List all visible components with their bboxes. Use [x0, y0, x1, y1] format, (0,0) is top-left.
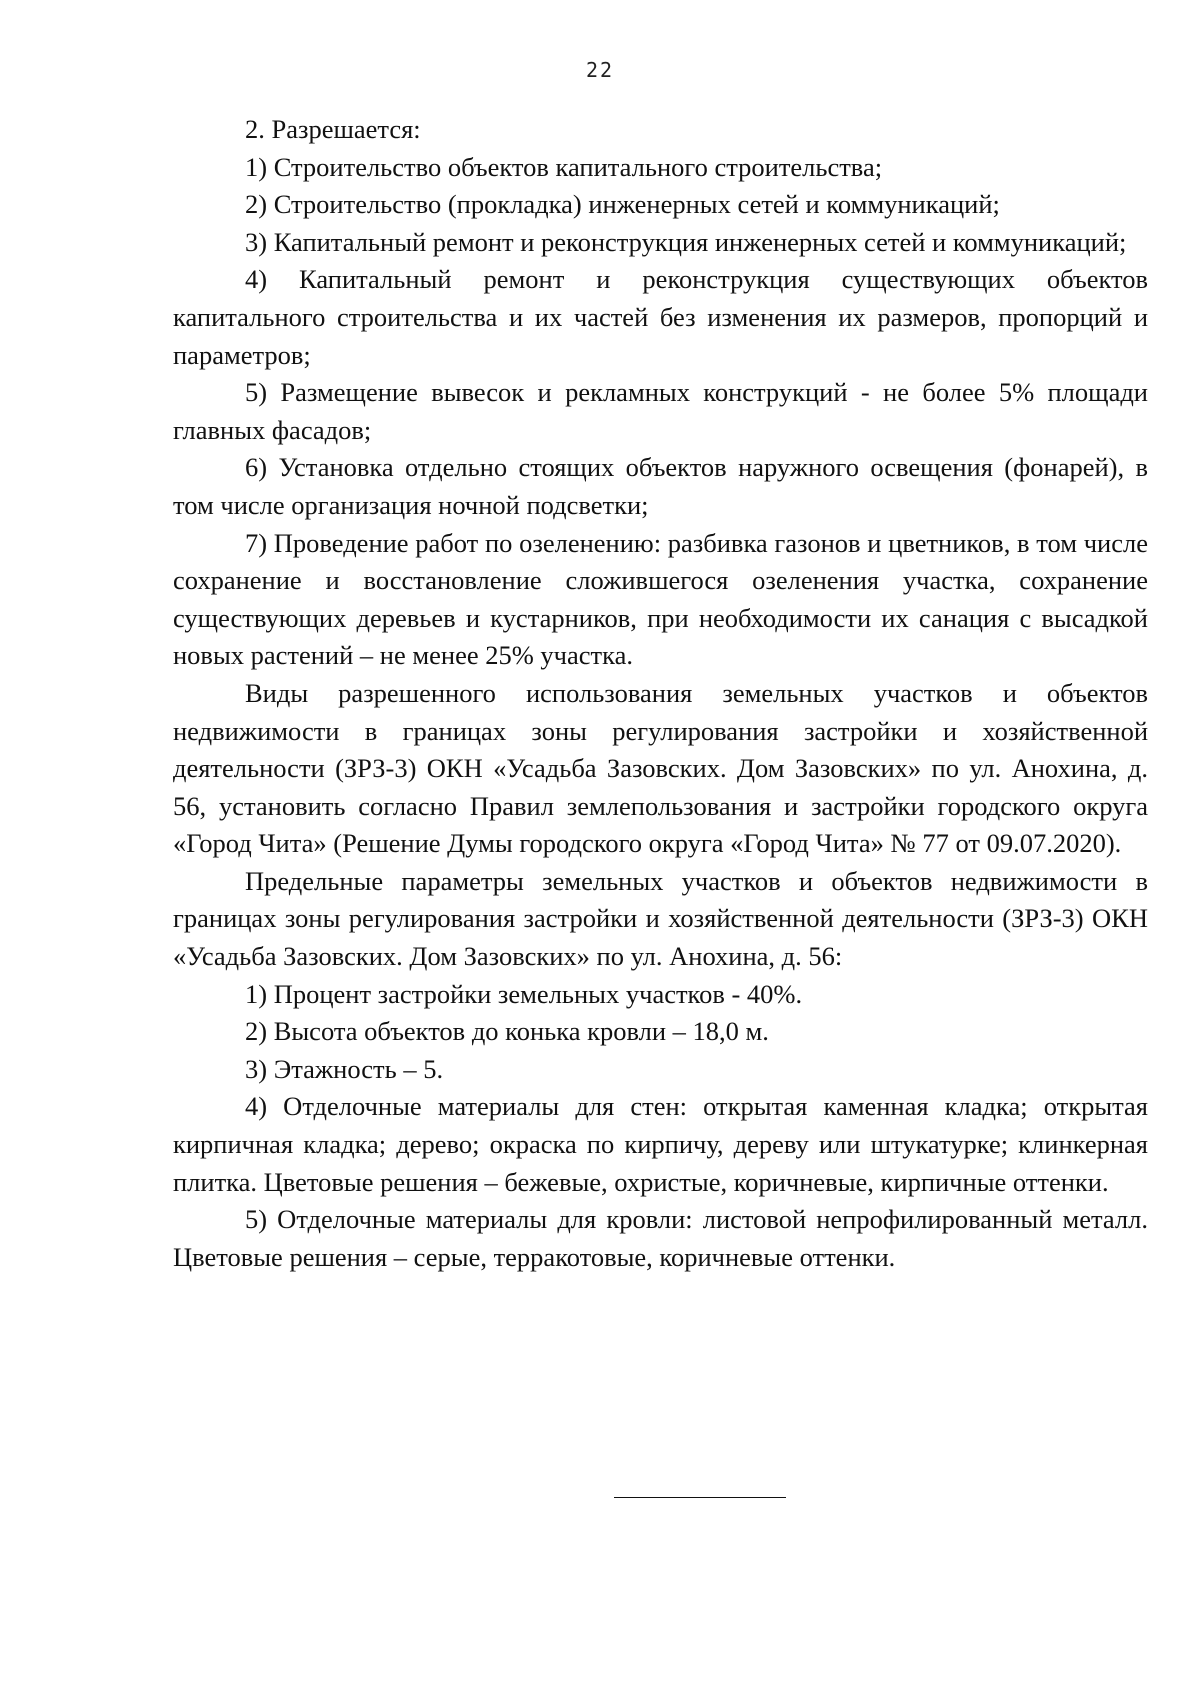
list-item: 4) Капитальный ремонт и реконструкция существующих объектов капитального строительства и их частей без изменения их размеров, пропорций и параметров;: [173, 264, 1148, 370]
list-item: 3) Этажность – 5.: [245, 1053, 444, 1084]
list-item: 5) Отделочные материалы для кровли: листовой непрофилированный металл. Цветовые решения – серые, терракотовые, коричневые оттенки.: [173, 1204, 1148, 1272]
list-item: 5) Размещение вывесок и рекламных конструкций - не более 5% площади главных фасадов;: [173, 377, 1148, 445]
list-item: 1) Строительство объектов капитального строительства;: [245, 151, 883, 182]
list-item: 3) Капитальный ремонт и реконструкция инженерных сетей и коммуникаций;: [245, 226, 1127, 257]
paragraph-permitted-use: Виды разрешенного использования земельных участков и объектов недвижимости в границах зоны регулирования застройки и хозяйственной деятельности (ЗРЗ-3) ОКН «Усадьба Зазовских. Дом Зазовских» по ул. Анохина, д. 56, установить согласно Правил землепользования и застройки городского округа «Город Чита» (Решение Думы городского округа «Город Чита» № 77 от 09.07.2020).: [173, 677, 1148, 859]
list-item: 2) Строительство (прокладка) инженерных сетей и коммуникаций;: [245, 189, 1000, 220]
paragraph-permitted-heading: 2. Разрешается:: [245, 114, 421, 144]
end-divider-line: [614, 1497, 786, 1498]
list-item: 7) Проведение работ по озеленению: разбивка газонов и цветников, в том числе сохранение и восстановление сложившегося озеленения участка, сохранение существующих деревьев и кустарников, при необходимости их санация с высадкой новых растений – не менее 25% участка.: [173, 527, 1148, 671]
list-item: 1) Процент застройки земельных участков - 40%.: [245, 978, 803, 1009]
list-item: 6) Установка отдельно стоящих объектов наружного освещения (фонарей), в том числе организация ночной подсветки;: [173, 452, 1148, 520]
paragraph-limit-parameters: Предельные параметры земельных участков и объектов недвижимости в границах зоны регулирования застройки и хозяйственной деятельности (ЗРЗ-3) ОКН «Усадьба Зазовских. Дом Зазовских» по ул. Анохина, д. 56:: [173, 865, 1148, 972]
page-number: 22: [585, 58, 615, 82]
list-item: 4) Отделочные материалы для стен: открытая каменная кладка; открытая кирпичная кладка; дерево; окраска по кирпичу, дереву или штукатурке; клинкерная плитка. Цветовые решения – бежевые, охристые, коричневые, кирпичные оттенки.: [173, 1091, 1148, 1197]
document-body: [173, 111, 1148, 1276]
list-item: 2) Высота объектов до конька кровли – 18,0 м.: [245, 1016, 769, 1047]
